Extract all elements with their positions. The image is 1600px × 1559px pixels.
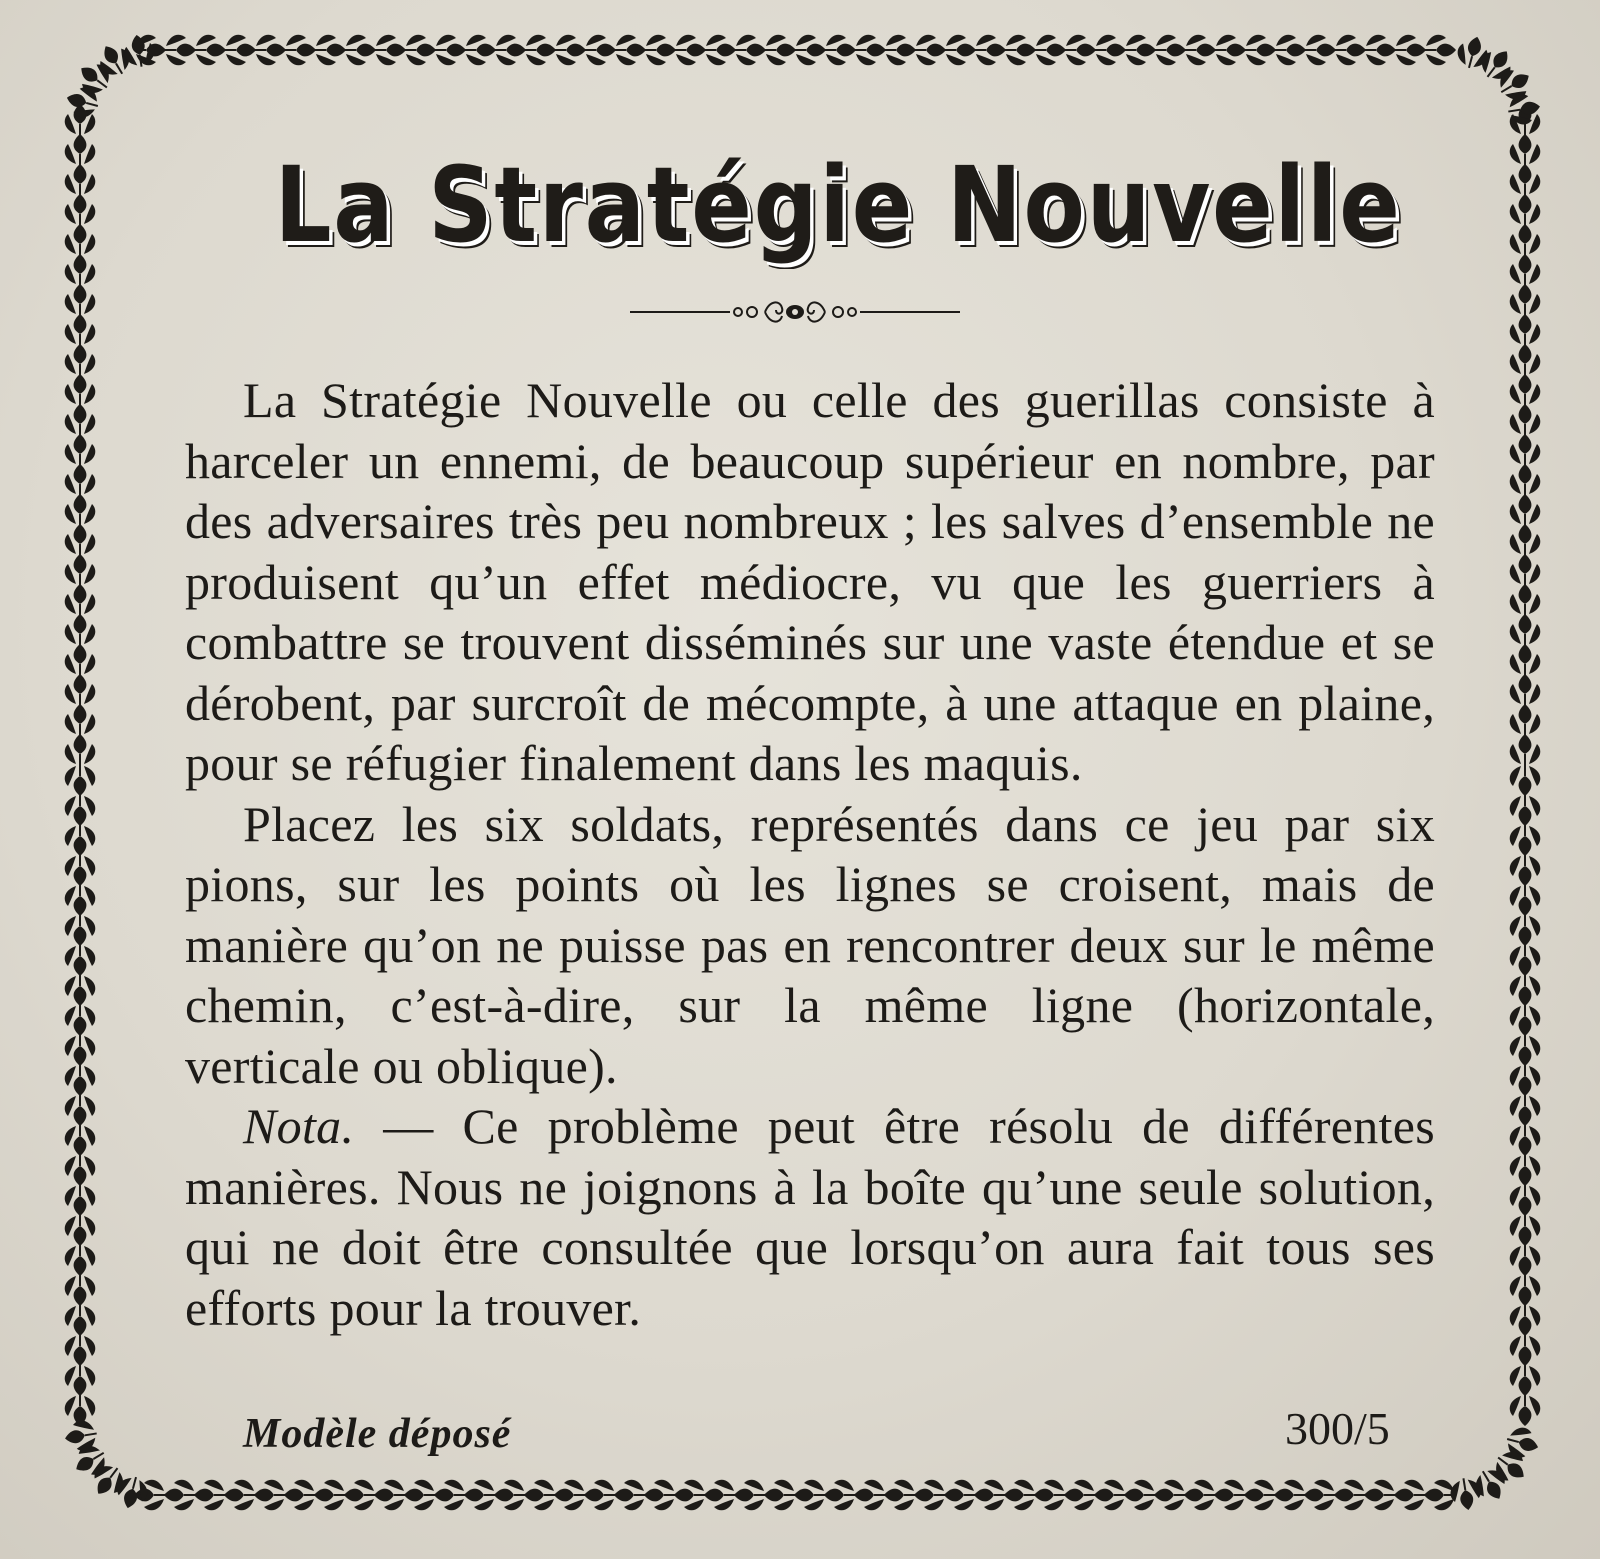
laurel-leaf-icon: [65, 824, 96, 856]
laurel-leaf-icon: [1184, 35, 1216, 66]
laurel-leaf-icon: [65, 284, 96, 316]
laurel-leaf-icon: [65, 434, 96, 466]
laurel-leaf-icon: [65, 524, 96, 556]
laurel-leaf-icon: [704, 35, 736, 66]
laurel-leaf-icon: [1094, 35, 1126, 66]
laurel-leaf-icon: [1304, 35, 1336, 66]
laurel-leaf-icon: [1510, 854, 1541, 886]
laurel-leaf-icon: [1510, 1394, 1541, 1426]
laurel-leaf-icon: [824, 35, 856, 66]
laurel-leaf-icon: [65, 1244, 96, 1276]
laurel-leaf-icon: [974, 35, 1006, 66]
laurel-leaf-icon: [914, 35, 946, 66]
laurel-leaf-icon: [65, 1274, 96, 1306]
laurel-leaf-icon: [1510, 1214, 1541, 1246]
laurel-leaf-icon: [1510, 794, 1541, 826]
laurel-leaf-icon: [254, 35, 286, 66]
scroll-ornament-divider-icon: [630, 292, 960, 332]
laurel-leaf-icon: [314, 35, 346, 66]
laurel-leaf-icon: [1510, 944, 1541, 976]
laurel-leaf-icon: [65, 584, 96, 616]
laurel-leaf-icon: [1244, 35, 1276, 66]
laurel-leaf-icon: [65, 494, 96, 526]
laurel-leaf-icon: [404, 35, 436, 66]
document-body: [185, 370, 1435, 1338]
laurel-leaf-icon: [1510, 194, 1541, 226]
laurel-leaf-icon: [1064, 35, 1096, 66]
laurel-leaf-icon: [1510, 824, 1541, 856]
laurel-leaf-icon: [644, 35, 676, 66]
laurel-leaf-icon: [65, 254, 96, 286]
laurel-leaf-icon: [1510, 224, 1541, 256]
laurel-leaf-icon: [65, 224, 96, 256]
laurel-leaf-icon: [1124, 35, 1156, 66]
laurel-leaf-icon: [164, 35, 196, 66]
laurel-leaf-icon: [734, 35, 766, 66]
laurel-leaf-icon: [854, 35, 886, 66]
laurel-leaf-icon: [65, 1184, 96, 1216]
laurel-leaf-icon: [65, 134, 96, 166]
laurel-leaf-icon: [65, 1154, 96, 1186]
laurel-leaf-icon: [65, 794, 96, 826]
laurel-leaf-icon: [65, 1214, 96, 1246]
laurel-leaf-icon: [1004, 35, 1036, 66]
laurel-leaf-icon: [764, 35, 796, 66]
laurel-leaf-icon: [1510, 734, 1541, 766]
laurel-leaf-icon: [65, 404, 96, 436]
laurel-leaf-icon: [434, 35, 466, 66]
nota-text: — Ce problème peut être résolu de différentes manières. Nous ne joignons à la boîte qu’une seule solution, qui ne doit être consultée que lorsqu’on aura fait tous ses efforts pour la trouver.: [185, 1098, 1435, 1336]
laurel-leaf-icon: [1510, 524, 1541, 556]
laurel-leaf-icon: [1510, 254, 1541, 286]
laurel-leaf-icon: [65, 884, 96, 916]
laurel-leaf-icon: [194, 35, 226, 66]
laurel-leaf-icon: [65, 854, 96, 886]
laurel-leaf-icon: [1510, 284, 1541, 316]
laurel-leaf-icon: [1510, 1334, 1541, 1366]
laurel-leaf-icon: [1510, 764, 1541, 796]
laurel-leaf-icon: [65, 974, 96, 1006]
laurel-leaf-icon: [374, 35, 406, 66]
laurel-leaf-icon: [65, 1004, 96, 1036]
laurel-leaf-icon: [1214, 35, 1246, 66]
laurel-leaf-icon: [554, 35, 586, 66]
laurel-leaf-icon: [1510, 344, 1541, 376]
laurel-leaf-icon: [65, 344, 96, 376]
laurel-leaf-icon: [65, 1034, 96, 1066]
laurel-leaf-icon: [65, 1124, 96, 1156]
laurel-leaf-icon: [1510, 914, 1541, 946]
laurel-leaf-icon: [65, 194, 96, 226]
paragraph-strategy: La Stratégie Nouvelle ou celle des guerillas consiste à harceler un ennemi, de beaucoup supérieur en nombre, par des adversaires très peu nombreux ; les salves d’ensemble ne produisent qu’un effet médiocre, vu que les guerriers à combattre se trouvent disséminés sur une vaste étendue et se dérobent, par surcroît de mécompte, à une attaque en plaine, pour se réfugier finalement dans les maquis.: [185, 372, 1435, 791]
laurel-leaf-icon: [284, 35, 316, 66]
laurel-leaf-icon: [944, 35, 976, 66]
laurel-leaf-icon: [1510, 644, 1541, 676]
laurel-leaf-icon: [224, 35, 256, 66]
document-title: La Stratégie Nouvelle: [274, 144, 1402, 266]
laurel-leaf-icon: [1510, 374, 1541, 406]
laurel-leaf-icon: [65, 314, 96, 346]
laurel-leaf-icon: [1510, 1244, 1541, 1276]
laurel-leaf-icon: [65, 1334, 96, 1366]
laurel-leaf-icon: [1424, 35, 1456, 66]
laurel-leaf-icon: [65, 704, 96, 736]
laurel-leaf-icon: [1510, 884, 1541, 916]
laurel-leaf-icon: [65, 104, 96, 136]
laurel-leaf-icon: [344, 35, 376, 66]
laurel-leaf-icon: [1510, 314, 1541, 346]
laurel-leaf-icon: [65, 734, 96, 766]
laurel-leaf-icon: [1510, 614, 1541, 646]
laurel-leaf-icon: [65, 674, 96, 706]
laurel-leaf-icon: [1510, 1004, 1541, 1036]
laurel-leaf-icon: [1510, 1154, 1541, 1186]
laurel-leaf-icon: [1510, 494, 1541, 526]
laurel-leaf-icon: [65, 914, 96, 946]
laurel-leaf-icon: [65, 644, 96, 676]
laurel-leaf-icon: [1510, 704, 1541, 736]
laurel-leaf-icon: [524, 35, 556, 66]
laurel-leaf-icon: [1510, 434, 1541, 466]
laurel-leaf-icon: [1510, 404, 1541, 436]
laurel-leaf-icon: [1394, 35, 1426, 66]
footer-model-deposited: Modèle déposé: [243, 1411, 512, 1457]
laurel-leaf-icon: [674, 35, 706, 66]
laurel-leaf-icon: [134, 1480, 166, 1511]
laurel-leaf-icon: [1364, 35, 1396, 66]
laurel-leaf-icon: [494, 35, 526, 66]
laurel-leaf-icon: [464, 35, 496, 66]
laurel-leaf-icon: [65, 554, 96, 586]
laurel-leaf-icon: [884, 35, 916, 66]
laurel-leaf-icon: [65, 464, 96, 496]
laurel-leaf-icon: [1510, 554, 1541, 586]
laurel-leaf-icon: [1510, 464, 1541, 496]
laurel-leaf-icon: [1510, 584, 1541, 616]
laurel-leaf-icon: [794, 35, 826, 66]
laurel-leaf-icon: [1510, 134, 1541, 166]
laurel-leaf-icon: [65, 1304, 96, 1336]
document-content: [185, 130, 1465, 1510]
laurel-leaf-icon: [1510, 1274, 1541, 1306]
laurel-leaf-icon: [65, 944, 96, 976]
paragraph-instructions: Placez les six soldats, représentés dans ce jeu par six pions, sur les points où les lignes se croisent, mais de manière qu’on ne puisse pas en rencontrer deux sur le même chemin, c’est-à-dire, sur la même ligne (horizontale, verticale ou oblique).: [185, 795, 1435, 1094]
laurel-leaf-icon: [1510, 164, 1541, 196]
laurel-leaf-icon: [1154, 35, 1186, 66]
laurel-leaf-icon: [65, 374, 96, 406]
laurel-leaf-icon: [1510, 1184, 1541, 1216]
laurel-leaf-icon: [1510, 1064, 1541, 1096]
laurel-leaf-icon: [65, 164, 96, 196]
laurel-leaf-icon: [65, 1094, 96, 1126]
laurel-leaf-icon: [65, 1064, 96, 1096]
laurel-leaf-icon: [65, 614, 96, 646]
laurel-leaf-icon: [1510, 674, 1541, 706]
laurel-leaf-icon: [1510, 1094, 1541, 1126]
footer-reference-number: 300/5: [1285, 1403, 1390, 1454]
laurel-leaf-icon: [1510, 1304, 1541, 1336]
laurel-leaf-icon: [1510, 974, 1541, 1006]
laurel-leaf-icon: [584, 35, 616, 66]
paragraph-nota: [185, 1096, 1435, 1338]
laurel-leaf-icon: [1274, 35, 1306, 66]
laurel-leaf-icon: [1334, 35, 1366, 66]
laurel-leaf-icon: [1510, 1124, 1541, 1156]
laurel-leaf-icon: [1510, 1364, 1541, 1396]
nota-label: Nota.: [243, 1098, 355, 1154]
laurel-leaf-icon: [65, 1364, 96, 1396]
laurel-leaf-icon: [1510, 1034, 1541, 1066]
laurel-leaf-icon: [1034, 35, 1066, 66]
laurel-leaf-icon: [65, 764, 96, 796]
laurel-leaf-icon: [614, 35, 646, 66]
